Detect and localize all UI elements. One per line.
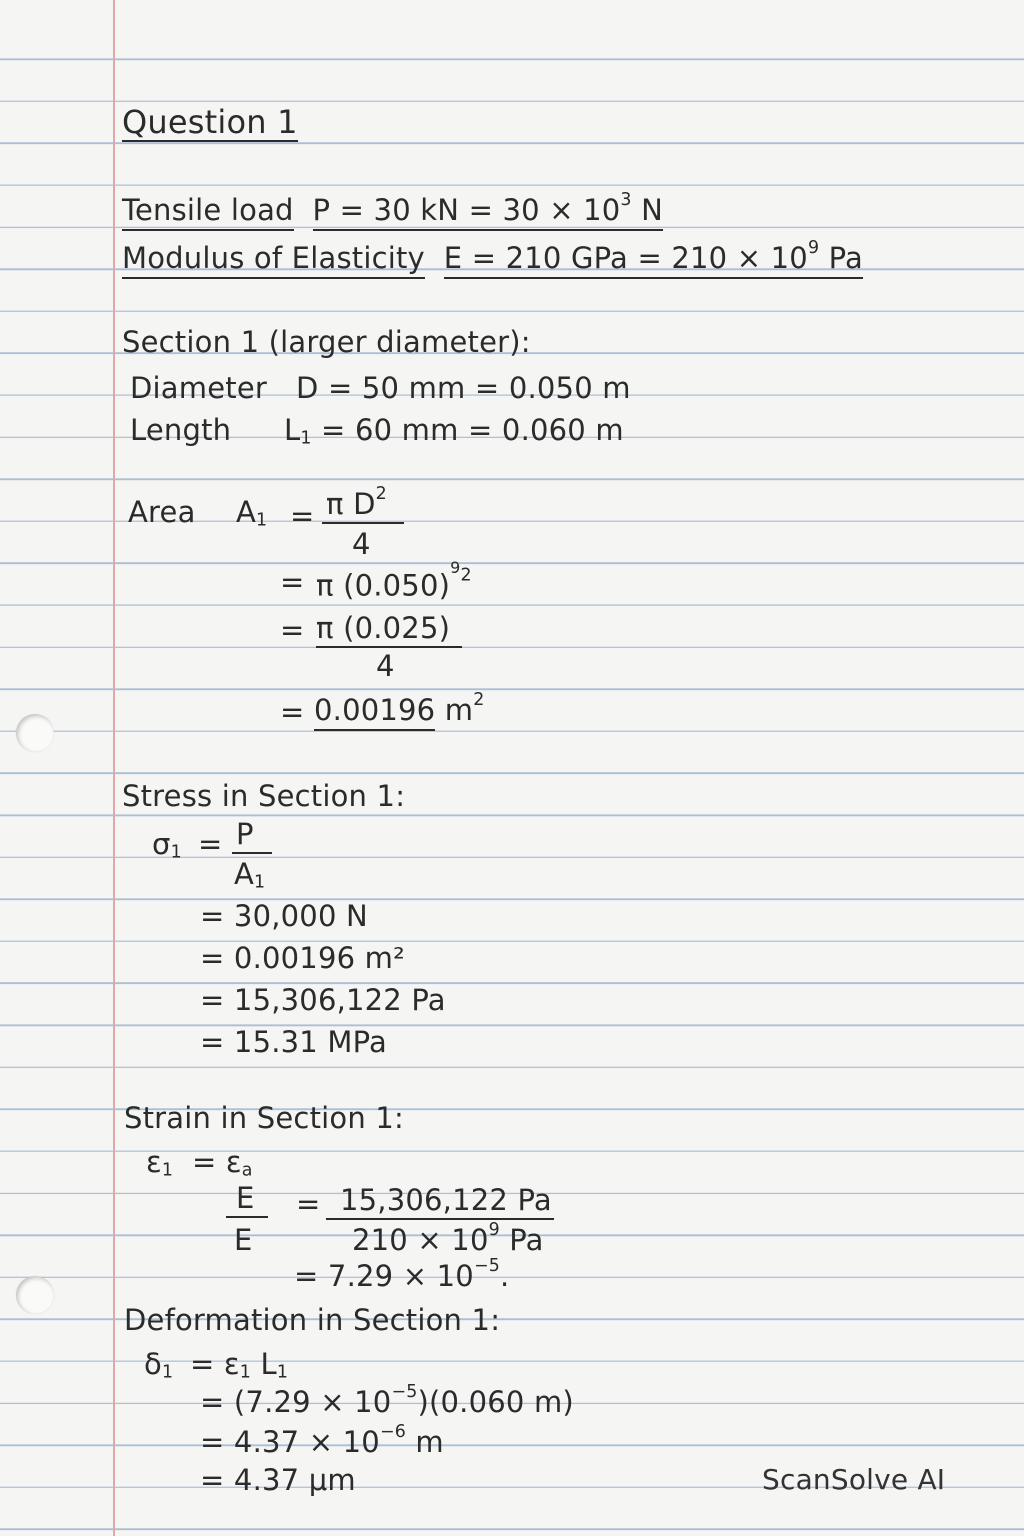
area-result-equals: = <box>280 695 305 729</box>
stress-denominator-symbol: A <box>234 857 255 891</box>
deformation-expr-length: L <box>251 1347 277 1381</box>
strain-equivalence-text: = ε <box>192 1145 242 1179</box>
area-result-value: 0.00196 <box>314 693 435 731</box>
deformation-line <box>200 1422 444 1459</box>
strain-right-denominator-exponent: 9 <box>488 1220 500 1241</box>
stress-line: = 0.00196 m² <box>200 941 405 975</box>
area-symbol <box>236 495 268 531</box>
area-step2-fraction-bar <box>316 646 462 648</box>
section1-title: Section 1 (larger diameter): <box>122 325 531 359</box>
strain-subscript: 1 <box>161 1160 174 1181</box>
deformation-line <box>200 1382 574 1419</box>
strain-right-denominator <box>352 1220 544 1257</box>
stress-equals: = <box>198 827 223 861</box>
stress-symbol-letter: σ <box>152 827 171 861</box>
area-equals: = <box>290 499 315 533</box>
strain-right-fraction-bar <box>326 1218 554 1220</box>
deformation-expr <box>190 1347 289 1383</box>
tensile-load-exponent: 3 <box>620 190 632 211</box>
area-result-unit: m <box>435 693 474 727</box>
strain-title: Strain in Section 1: <box>124 1101 404 1135</box>
deformation-expr-length-subscript: 1 <box>276 1362 289 1383</box>
punch-hole <box>16 714 54 752</box>
area-numerator <box>326 484 387 521</box>
area-subscript: 1 <box>256 510 268 531</box>
length-subscript: 1 <box>300 428 312 449</box>
area-step1-equals: = <box>280 565 305 599</box>
area-label: Area <box>128 495 196 529</box>
tensile-load-unit: N <box>631 193 663 227</box>
punch-hole <box>16 1276 54 1314</box>
area-step2-equals: = <box>280 613 305 647</box>
area-symbol-letter: A <box>236 495 257 529</box>
modulus-line <box>122 238 863 275</box>
deformation-expr-subscript: 1 <box>239 1362 252 1383</box>
stress-fraction-bar <box>232 852 272 854</box>
area-step1 <box>316 558 472 603</box>
length-label: Length <box>130 413 232 447</box>
strain-result-exponent: −5 <box>473 1256 500 1277</box>
area-step1-exponent: 2 <box>460 565 472 586</box>
area-step1-text: π (0.050) <box>316 568 451 603</box>
deformation-expr-text: = ε <box>190 1347 240 1381</box>
modulus-label: Modulus of Elasticity <box>122 241 425 279</box>
deformation-line2-start: = 4.37 × 10 <box>200 1425 380 1459</box>
brand-signature: ScanSolve AI <box>762 1463 946 1496</box>
tensile-load-value: P = 30 kN = 30 × 10 <box>312 193 621 227</box>
deformation-line1-start: = (7.29 × 10 <box>200 1385 392 1419</box>
strain-equivalence <box>192 1145 253 1181</box>
diameter-expr: D = 50 mm = 0.050 m <box>296 371 631 405</box>
deformation-line2-end: m <box>405 1425 444 1459</box>
deformation-subscript: 1 <box>161 1362 174 1383</box>
diameter-label: Diameter <box>130 371 267 405</box>
area-numerator-text: π D <box>326 487 376 521</box>
strain-equivalence-subscript: a <box>241 1160 253 1181</box>
deformation-line2-exponent: −6 <box>379 1422 406 1443</box>
modulus-unit: Pa <box>819 241 863 275</box>
strain-symbol-letter: ε <box>146 1145 162 1179</box>
tensile-load-expr <box>312 190 663 231</box>
area-fraction-bar <box>322 522 404 524</box>
deformation-title: Deformation in Section 1: <box>124 1303 501 1337</box>
stress-title: Stress in Section 1: <box>122 779 406 813</box>
stress-line: = 15,306,122 Pa <box>200 983 446 1017</box>
area-result-exponent: 2 <box>473 690 485 711</box>
area-step1-exponent-correction: 9 <box>450 558 461 577</box>
strain-left-fraction-bar <box>226 1216 268 1218</box>
deformation-line: = 4.37 μm <box>200 1463 356 1497</box>
strain-right-denominator-text: 210 × 10 <box>352 1223 489 1257</box>
margin-line <box>113 0 115 1536</box>
stress-denominator-subscript: 1 <box>254 872 266 893</box>
tensile-load-label: Tensile load <box>122 193 294 231</box>
deformation-line1-exponent: −5 <box>391 1382 418 1403</box>
strain-symbol <box>146 1145 174 1181</box>
strain-right-denominator-unit: Pa <box>499 1223 544 1257</box>
strain-equals: = <box>296 1187 321 1221</box>
modulus-exponent: 9 <box>807 238 820 259</box>
strain-result-text: = 7.29 × 10 <box>294 1259 474 1293</box>
length-value: = 60 mm = 0.060 m <box>311 413 624 447</box>
stress-denominator <box>234 857 266 893</box>
stress-line: = 15.31 MPa <box>200 1025 387 1059</box>
deformation-symbol-letter: δ <box>144 1347 162 1381</box>
stress-subscript: 1 <box>170 842 182 863</box>
strain-result-tail: . <box>499 1259 510 1293</box>
area-result <box>314 690 485 727</box>
length-expr <box>284 413 624 449</box>
stress-symbol <box>152 827 182 863</box>
area-step2-denominator: 4 <box>376 649 395 683</box>
strain-left-numerator: E <box>236 1181 255 1215</box>
length-symbol: L <box>284 413 301 447</box>
strain-right-numerator: 15,306,122 Pa <box>340 1183 552 1217</box>
area-denominator: 4 <box>352 527 371 561</box>
deformation-symbol <box>144 1347 174 1383</box>
page-heading: Question 1 <box>122 103 298 141</box>
deformation-line1-end: )(0.060 m) <box>417 1385 574 1419</box>
stress-line: = 30,000 N <box>200 899 368 933</box>
modulus-expr <box>443 238 863 279</box>
strain-result <box>294 1256 510 1293</box>
modulus-value: E = 210 GPa = 210 × 10 <box>443 241 808 275</box>
stress-numerator: P <box>236 817 254 851</box>
strain-left-denominator: E <box>234 1223 253 1257</box>
area-step2-numerator: π (0.025) <box>316 611 451 645</box>
area-numerator-exponent: 2 <box>375 484 387 505</box>
tensile-load-line <box>122 190 663 227</box>
